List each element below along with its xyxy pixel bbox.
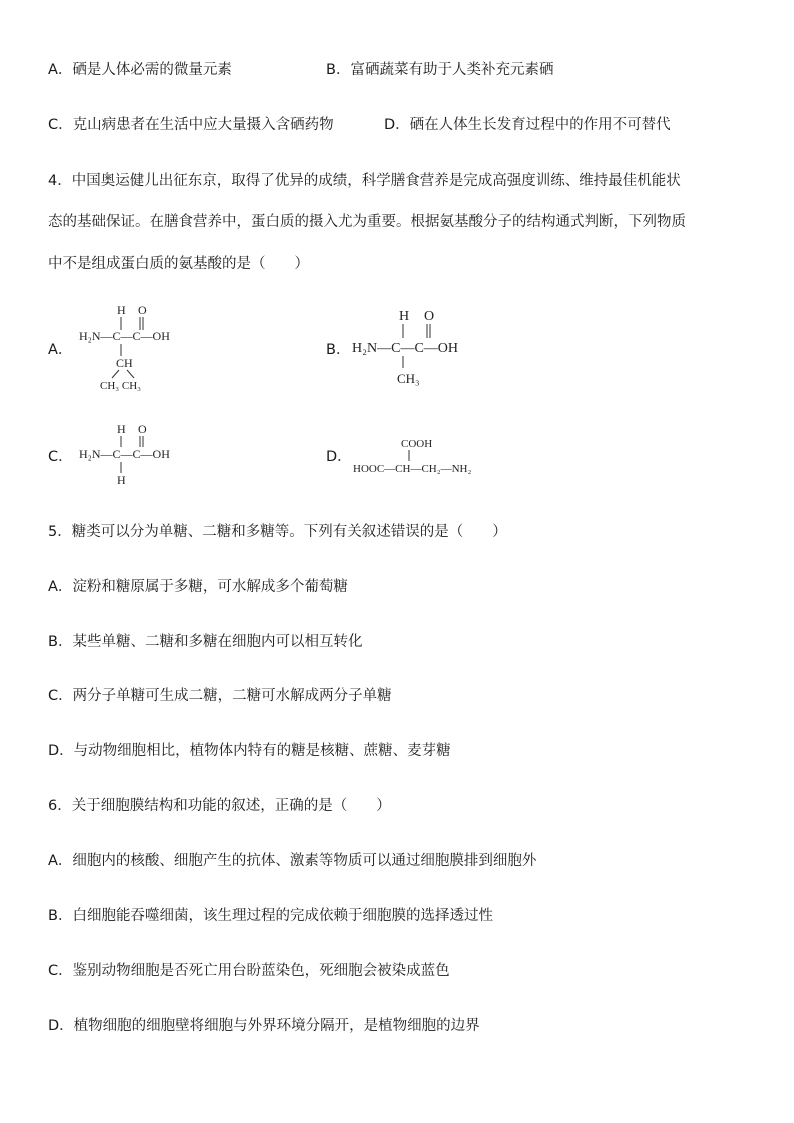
q4-structure-b (350, 306, 480, 388)
struct-c-h-top: H (117, 422, 126, 436)
struct-a-main: H₂N—C—C—OH (79, 329, 170, 343)
q4-stem-line-2: 态的基础保证。在膳食营养中，蛋白质的摄入尤为重要。根据氨基酸分子的结构通式判断，下列物质 (48, 214, 686, 230)
q4-structure-c (76, 420, 186, 490)
struct-d-top: COOH (401, 438, 433, 450)
struct-a-sub1: CH (116, 356, 133, 370)
struct-b-o-top: O (424, 309, 435, 324)
q5-option-c: C．两分子单糖可生成二糖，二糖可水解成两分子单糖 (48, 688, 392, 704)
q6-option-c: C．鉴别动物细胞是否死亡用台盼蓝染色，死细胞会被染成蓝色 (48, 963, 450, 979)
q4-stem-line-3: 中不是组成蛋白质的氨基酸的是（ ） (48, 256, 309, 272)
q5-option-d: D．与动物细胞相比，植物体内特有的糖是核糖、蔗糖、麦芽糖 (48, 743, 451, 759)
struct-b-h-top: H (399, 309, 410, 324)
struct-a-o-top: O (138, 303, 147, 317)
struct-c-sub1: H (117, 473, 126, 487)
q3-option-d: D．硒在人体生长发育过程中的作用不可替代 (384, 117, 671, 133)
q6-option-b: B．白细胞能吞噬细菌，该生理过程的完成依赖于细胞膜的选择透过性 (48, 908, 493, 924)
q5-option-b: B．某些单糖、二糖和多糖在细胞内可以相互转化 (48, 634, 363, 650)
struct-b-main: H₂N—C—C—OH (352, 341, 458, 356)
q4-option-c-label: C． (48, 449, 73, 465)
struct-d-main: HOOC—CH—CH₂—NH₂ (353, 463, 472, 475)
q5-stem: 5．糖类可以分为单糖、二糖和多糖等。下列有关叙述错误的是（ ） (48, 524, 507, 540)
struct-a-h-top: H (117, 303, 126, 317)
q6-option-d: D．植物细胞的细胞壁将细胞与外界环境分隔开，是植物细胞的边界 (48, 1018, 480, 1034)
q4-option-b-label: B． (326, 342, 351, 358)
q3-option-c: C．克山病患者在生活中应大量摄入含硒药物 (48, 117, 334, 133)
struct-c-main: H₂N—C—C—OH (79, 447, 170, 461)
q3-option-a: A．硒是人体必需的微量元素 (48, 62, 232, 78)
q3-option-b: B．富硒蔬菜有助于人类补充元素硒 (326, 62, 554, 78)
struct-a-sub2: CH₃ CH₃ (100, 380, 141, 392)
q4-option-d-label: D． (326, 449, 352, 465)
struct-c-o-top: O (138, 422, 147, 436)
q4-option-a-label: A． (48, 342, 73, 358)
struct-b-sub1: CH₃ (397, 371, 420, 386)
q6-stem: 6．关于细胞膜结构和功能的叙述，正确的是（ ） (48, 798, 391, 814)
q4-structure-d (352, 434, 502, 480)
q4-stem-line-1: 4．中国奥运健儿出征东京，取得了优异的成绩，科学膳食营养是完成高强度训练、维持最佳机能状 (48, 173, 681, 189)
q4-structure-a (76, 302, 186, 392)
q5-option-a: A．淀粉和糖原属于多糖，可水解成多个葡萄糖 (48, 579, 348, 595)
q6-option-a: A．细胞内的核酸、细胞产生的抗体、激素等物质可以通过细胞膜排到细胞外 (48, 853, 537, 869)
